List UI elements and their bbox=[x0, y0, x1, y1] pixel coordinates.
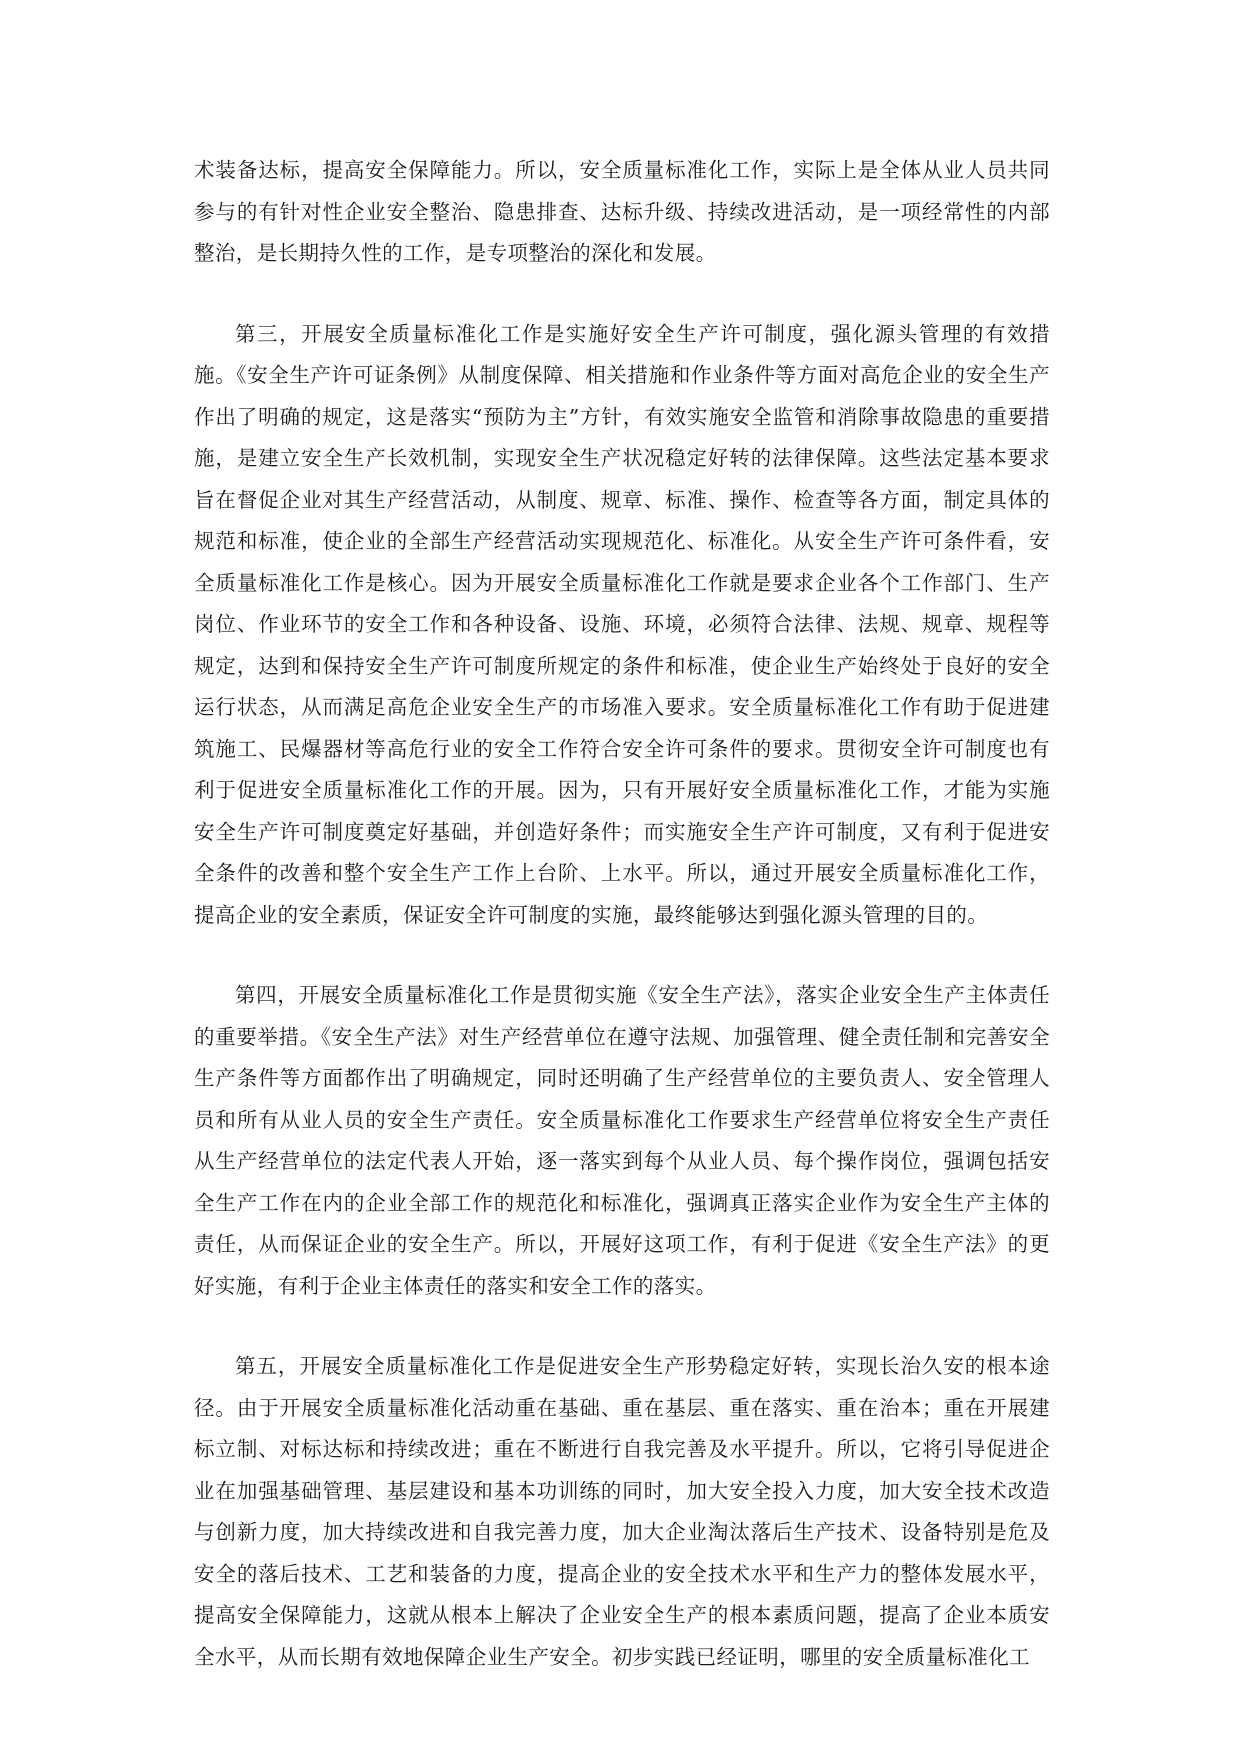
paragraph-1: 术装备达标，提高安全保障能力。所以，安全质量标准化工作，实际上是全体从业人员共同参与的有针对性企业安全整治、隐患排查、达标升级、持续改进活动，是一项经常性的内部整治，是长期持久性的工作，是专项整治的深化和发展。 bbox=[194, 158, 1050, 265]
paragraph-2: 第三，开展安全质量标准化工作是实施好安全生产许可制度，强化源头管理的有效措施。《安全生产许可证条例》从制度保障、相关措施和作业条件等方面对高危企业的安全生产作出了明确的规定，这是落实“预防为主”方针，有效实施安全监管和消除事故隐患的重要措施，是建立安全生产长效机制，实现安全生产状况稳定好转的法律保障。这些法定基本要求旨在督促企业对其生产经营活动，从制度、规章、标准、操作、检查等各方面，制定具体的规范和标准，使企业的全部生产经营活动实现规范化、标准化。从安全生产许可条件看，安全质量标准化工作是核心。因为开展安全质量标准化工作就是要求企业各个工作部门、生产岗位、作业环节的安全工作和各种设备、设施、环境，必须符合法律、法规、规章、规程等规定，达到和保持安全生产许可制度所规定的条件和标准，使企业生产始终处于良好的安全运行状态，从而满足高危企业安全生产的市场准入要求。安全质量标准化工作有助于促进建筑施工、民爆器材等高危行业的安全工作符合安全许可条件的要求。贯彻安全许可制度也有利于促进安全质量标准化工作的开展。因为，只有开展好安全质量标准化工作，才能为实施安全生产许可制度奠定好基础，并创造好条件；而实施安全生产许可制度，又有利于促进安全条件的改善和整个安全生产工作上台阶、上水平。所以，通过开展安全质量标准化工作，提高企业的安全素质，保证安全许可制度的实施，最终能够达到强化源头管理的目的。 bbox=[194, 321, 1050, 927]
paragraph-4: 第五，开展安全质量标准化工作是促进安全生产形势稳定好转，实现长治久安的根本途径。由于开展安全质量标准化活动重在基础、重在基层、重在落实、重在治本；重在开展建标立制、对标达标和持续改进；重在不断进行自我完善及水平提升。所以，它将引导促进企业在加强基础管理、基层建设和基本功训练的同时，加大安全投入力度，加大安全技术改造与创新力度，加大持续改进和自我完善力度，加大企业淘汰落后生产技术、设备特别是危及安全的落后技术、工艺和装备的力度，提高企业的安全技术水平和生产力的整体发展水平，提高安全保障能力，这就从根本上解决了企业安全生产的根本素质问题，提高了企业本质安全水平，从而长期有效地保障企业生产安全。初步实践已经证明，哪里的安全质量标准化工 bbox=[194, 1354, 1050, 1669]
document-body bbox=[194, 150, 1050, 1678]
paragraph-spacer bbox=[194, 936, 1050, 975]
paragraph-spacer bbox=[194, 275, 1050, 314]
paragraph-spacer bbox=[194, 1307, 1050, 1346]
paragraph-3: 第四，开展安全质量标准化工作是贯彻实施《安全生产法》，落实企业安全生产主体责任的重要举措。《安全生产法》对生产经营单位在遵守法规、加强管理、健全责任制和完善安全生产条件等方面都作出了明确规定，同时还明确了生产经营单位的主要负责人、安全管理人员和所有从业人员的安全生产责任。安全质量标准化工作要求生产经营单位将安全生产责任从生产经营单位的法定代表人开始，逐一落实到每个从业人员、每个操作岗位，强调包括安全生产工作在内的企业全部工作的规范化和标准化，强调真正落实企业作为安全生产主体的责任，从而保证企业的安全生产。所以，开展好这项工作，有利于促进《安全生产法》的更好实施，有利于企业主体责任的落实和安全工作的落实。 bbox=[194, 983, 1050, 1298]
